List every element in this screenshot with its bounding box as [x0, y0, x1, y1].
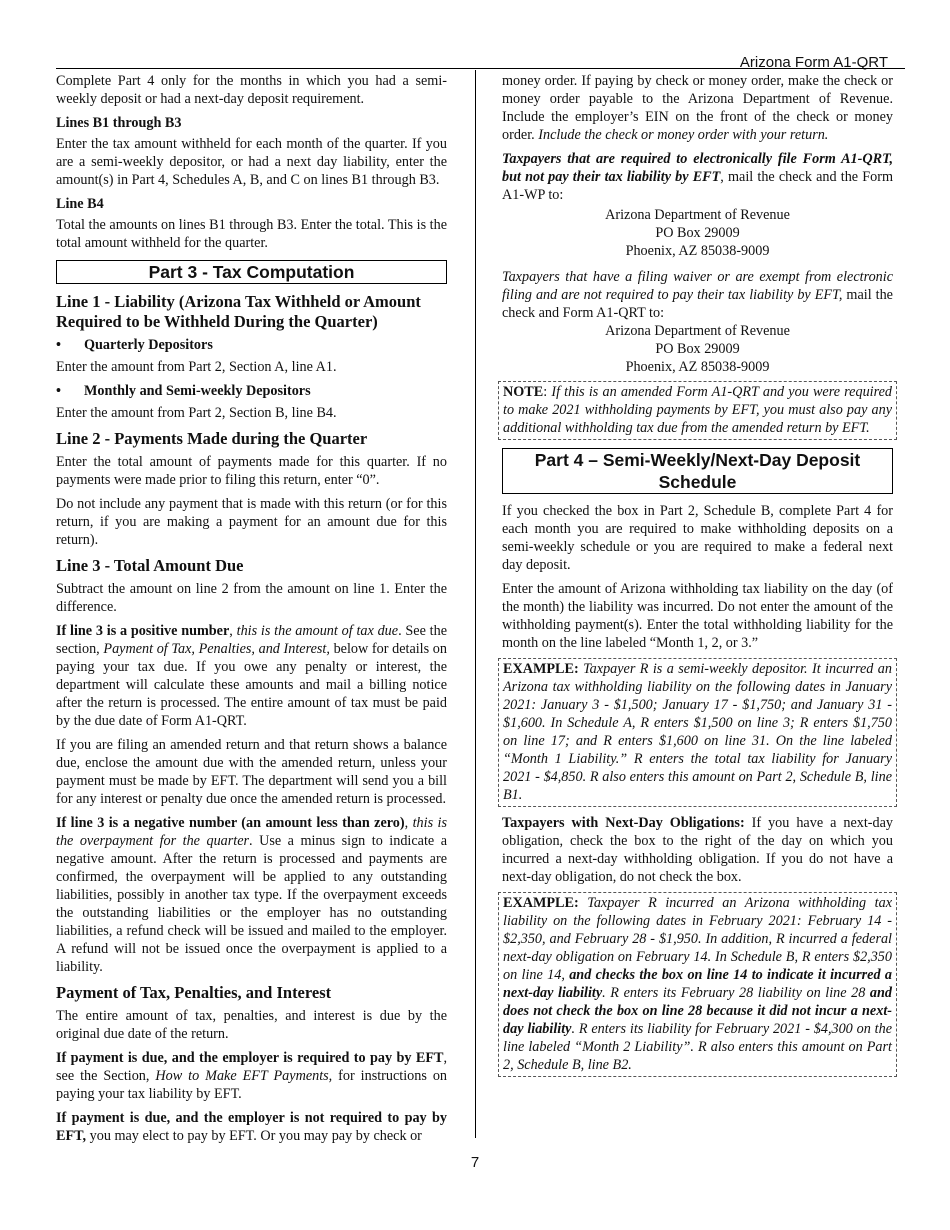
- part4-intro: Complete Part 4 only for the months in which you had a semi-weekly deposit or had a next-day deposit requirement.: [56, 73, 447, 107]
- bullet-marker: •: [56, 383, 61, 399]
- address-line-2: PO Box 29009: [655, 341, 740, 357]
- example-2-text-2: . R enters its February 28 liability on line 28: [602, 985, 866, 1001]
- monthly-bullet: [56, 382, 447, 400]
- next-day-paragraph: [502, 814, 893, 886]
- eft-section-ref: How to Make EFT Payments,: [155, 1068, 333, 1084]
- positive-number-paragraph: [56, 622, 447, 730]
- example-box-2: [498, 892, 897, 1077]
- line2-text-2: Do not include any payment that is made with this return (or for this return, if you are making a payment for an amount due for this return).: [56, 496, 447, 548]
- separator: :: [543, 384, 552, 400]
- separator: ,: [229, 623, 237, 639]
- example-label: EXAMPLE:: [503, 895, 579, 911]
- line-b4-text: Total the amounts on lines B1 through B3. Enter the total. This is the total amount withheld for the quarter.: [56, 217, 447, 251]
- payment-text: The entire amount of tax, penalties, and interest is due by the original due date of the return.: [56, 1008, 447, 1042]
- column-divider: [475, 70, 476, 1138]
- page-number: 7: [470, 1154, 480, 1171]
- quarterly-bullet: [56, 336, 447, 354]
- quarterly-text: Enter the amount from Part 2, Section A, line A1.: [56, 359, 337, 375]
- eft-not-required-paragraph: [56, 1109, 447, 1145]
- eft-required-rest-1: , see the Section,: [56, 1050, 447, 1084]
- monthly-label: Monthly and Semi-weekly Depositors: [84, 383, 311, 399]
- address-line-1: Arizona Department of Revenue: [605, 323, 790, 339]
- address-block-1: [502, 206, 893, 260]
- positive-label: If line 3 is a positive number: [56, 623, 230, 639]
- line1-heading: Line 1 - Liability (Arizona Tax Withheld or Amount Required to be Withheld During the Quarter): [56, 292, 421, 331]
- example-2-bold-1: and checks the box on line 14 to indicate it incurred a next-day liability: [503, 967, 892, 1001]
- efile-rest: , mail the check and the Form A1-WP to:: [502, 169, 893, 203]
- check-money-order-paragraph: [502, 72, 893, 144]
- address-line-1: Arizona Department of Revenue: [605, 207, 790, 223]
- line3-heading: Line 3 - Total Amount Due: [56, 556, 244, 575]
- lines-b1-b3-heading: Lines B1 through B3: [56, 115, 182, 131]
- bullet-marker: •: [56, 337, 61, 353]
- example-2-text-3: . R enters its liability for February 2021 - $4,300 on the line labeled “Month 2 Liability”. R also enters this amount on Part 2, Schedule B, line B2.: [503, 1021, 892, 1073]
- next-day-label: Taxpayers with Next-Day Obligations:: [502, 815, 745, 831]
- negative-rest: . Use a minus sign to indicate a negative amount. After the return is processed and payments are confirmed, the overpayment will be applied to any outstanding liabilities, possibly in another tax type. If the overpayment exceeds the outstanding liabilities or the employer has no outstanding liabilities, a refund check will be issued and mailed to the employer. A refund will not be issued once the overpayment is applied to a liability.: [56, 833, 447, 975]
- form-title: Arizona Form A1-QRT: [739, 54, 888, 71]
- negative-number-paragraph: [56, 814, 447, 976]
- part4-title: Part 4 – Semi-Weekly/Next-Day Deposit Schedule: [502, 448, 893, 494]
- part4-text-2: Enter the amount of Arizona withholding tax liability on the day (of the month) the liability was incurred. Do not enter the amount of the withholding payment(s). Enter the total withholding liability for the month on the line labeled “Month 1, 2, or 3.”: [502, 581, 893, 651]
- lines-b1-b3-text: Enter the tax amount withheld for each month of the quarter. If you are a semi-weekly depositor, or had a next day liability, enter the amount(s) in Part 4, Schedules A, B, and C on lines B1 through B3.: [56, 136, 447, 188]
- address-line-2: PO Box 29009: [655, 225, 740, 241]
- negative-italic: this is the overpayment for the quarter: [56, 815, 448, 849]
- waiver-italic: Taxpayers that have a filing waiver or are exempt from electronic filing and are not required to pay their tax liability by EFT,: [502, 269, 893, 303]
- amended-return-paragraph: If you are filing an amended return and that return shows a balance due, enclose the amount due with the amended return, unless your payment must be made by EFT. The department will send you a bill for any interest or penalty due once the amended return is processed.: [56, 737, 447, 807]
- payment-heading: Payment of Tax, Penalties, and Interest: [56, 983, 332, 1002]
- right-column: [502, 72, 893, 1084]
- line2-text-1: Enter the total amount of payments made for this quarter. If no payments were made prior to filing this return, enter “0”.: [56, 454, 447, 488]
- example-2-bold-2: and does not check the box on line 28 because it did not incur a next-day liability: [503, 985, 892, 1037]
- quarterly-label: Quarterly Depositors: [84, 337, 213, 353]
- address-line-3: Phoenix, AZ 85038-9009: [625, 243, 770, 259]
- part3-title: Part 3 - Tax Computation: [56, 260, 447, 284]
- note-label: NOTE: [503, 384, 544, 400]
- eft-required-label: If payment is due, and the employer is required to pay by EFT: [56, 1050, 444, 1066]
- check-text: money order. If paying by check or money order, make the check or money order payable to the Arizona Department of Revenue. Include the employer’s EIN on the front of the check or money order.: [502, 73, 893, 143]
- example-box-1: [498, 658, 897, 807]
- positive-section-ref: Payment of Tax, Penalties, and Interest,: [103, 641, 330, 657]
- note-box: [498, 381, 897, 440]
- waiver-rest: mail the check and Form A1-QRT to:: [502, 287, 893, 321]
- left-column: [56, 72, 447, 1151]
- line3-text: Subtract the amount on line 2 from the amount on line 1. Enter the difference.: [56, 581, 447, 615]
- next-day-text: If you have a next-day obligation, check the box to the right of the day on which you incurred a next-day withholding obligation. If you do not have a next-day obligation, do not check the box.: [502, 815, 893, 885]
- address-line-3: Phoenix, AZ 85038-9009: [625, 359, 770, 375]
- separator: ,: [404, 815, 413, 831]
- efile-paragraph: [502, 150, 893, 204]
- example-2-text-1: Taxpayer R incurred an Arizona withholding tax liability on the following dates in February 2021: February 14 - $2,350, and February 28 - $1,950. In addition, R incurred a federal next-day obligation on February 14. In Schedule B, R enters $2,350 on line 14,: [503, 895, 892, 983]
- efile-label: Taxpayers that are required to electronically file Form A1-QRT, but not pay their tax liability by EFT: [502, 151, 893, 185]
- example-1-text: Taxpayer R is a semi-weekly depositor. It incurred an Arizona tax withholding liability on the following dates in January 2021: January 3 - $1,500; January 17 - $1,750; and January 31 - $1,600. In Schedule A, R enters $1,500 on line 3; R enters $1,750 on line 17; and R enters $1,600 on line 31. On the line labeled “Month 1 Liability.” R enters the total tax liability for January 2021 - $4,850. R also enters this amount on Part 2, Schedule B, line B1.: [503, 661, 892, 803]
- monthly-text: Enter the amount from Part 2, Section B, line B4.: [56, 405, 337, 421]
- positive-rest-2: below for details on paying your tax due. If you owe any penalty or interest, the department will calculate these amounts and mail a billing notice after the return is processed. The entire amount of tax must be paid by the due date of Form A1-QRT.: [56, 641, 447, 729]
- include-check-italic: Include the check or money order with your return.: [538, 127, 829, 143]
- line-b4-heading: Line B4: [56, 196, 104, 212]
- eft-not-required-label: If payment is due, and the employer is not required to pay by EFT,: [56, 1110, 447, 1144]
- negative-label: If line 3 is a negative number (an amount less than zero): [56, 815, 405, 831]
- header-rule: [56, 68, 905, 69]
- part4-text-1: If you checked the box in Part 2, Schedule B, complete Part 4 for each month you are required to make withholding deposits on a semi-weekly schedule or you are required to make a federal next day deposit.: [502, 503, 893, 573]
- positive-italic: this is the amount of tax due: [236, 623, 399, 639]
- eft-required-paragraph: [56, 1049, 447, 1103]
- note-text: If this is an amended Form A1-QRT and you were required to make 2021 withholding payments by EFT, you must also pay any additional withholding tax due from the amended return by EFT.: [503, 384, 892, 436]
- waiver-paragraph: [502, 268, 893, 322]
- positive-rest-1: . See the section,: [56, 623, 447, 657]
- address-block-2: [502, 322, 893, 376]
- line2-heading: Line 2 - Payments Made during the Quarter: [56, 429, 368, 448]
- eft-not-required-rest: you may elect to pay by EFT. Or you may pay by check or: [86, 1128, 422, 1144]
- eft-required-rest-2: for instructions on paying your tax liability by EFT.: [56, 1068, 448, 1102]
- example-label: EXAMPLE:: [503, 661, 579, 677]
